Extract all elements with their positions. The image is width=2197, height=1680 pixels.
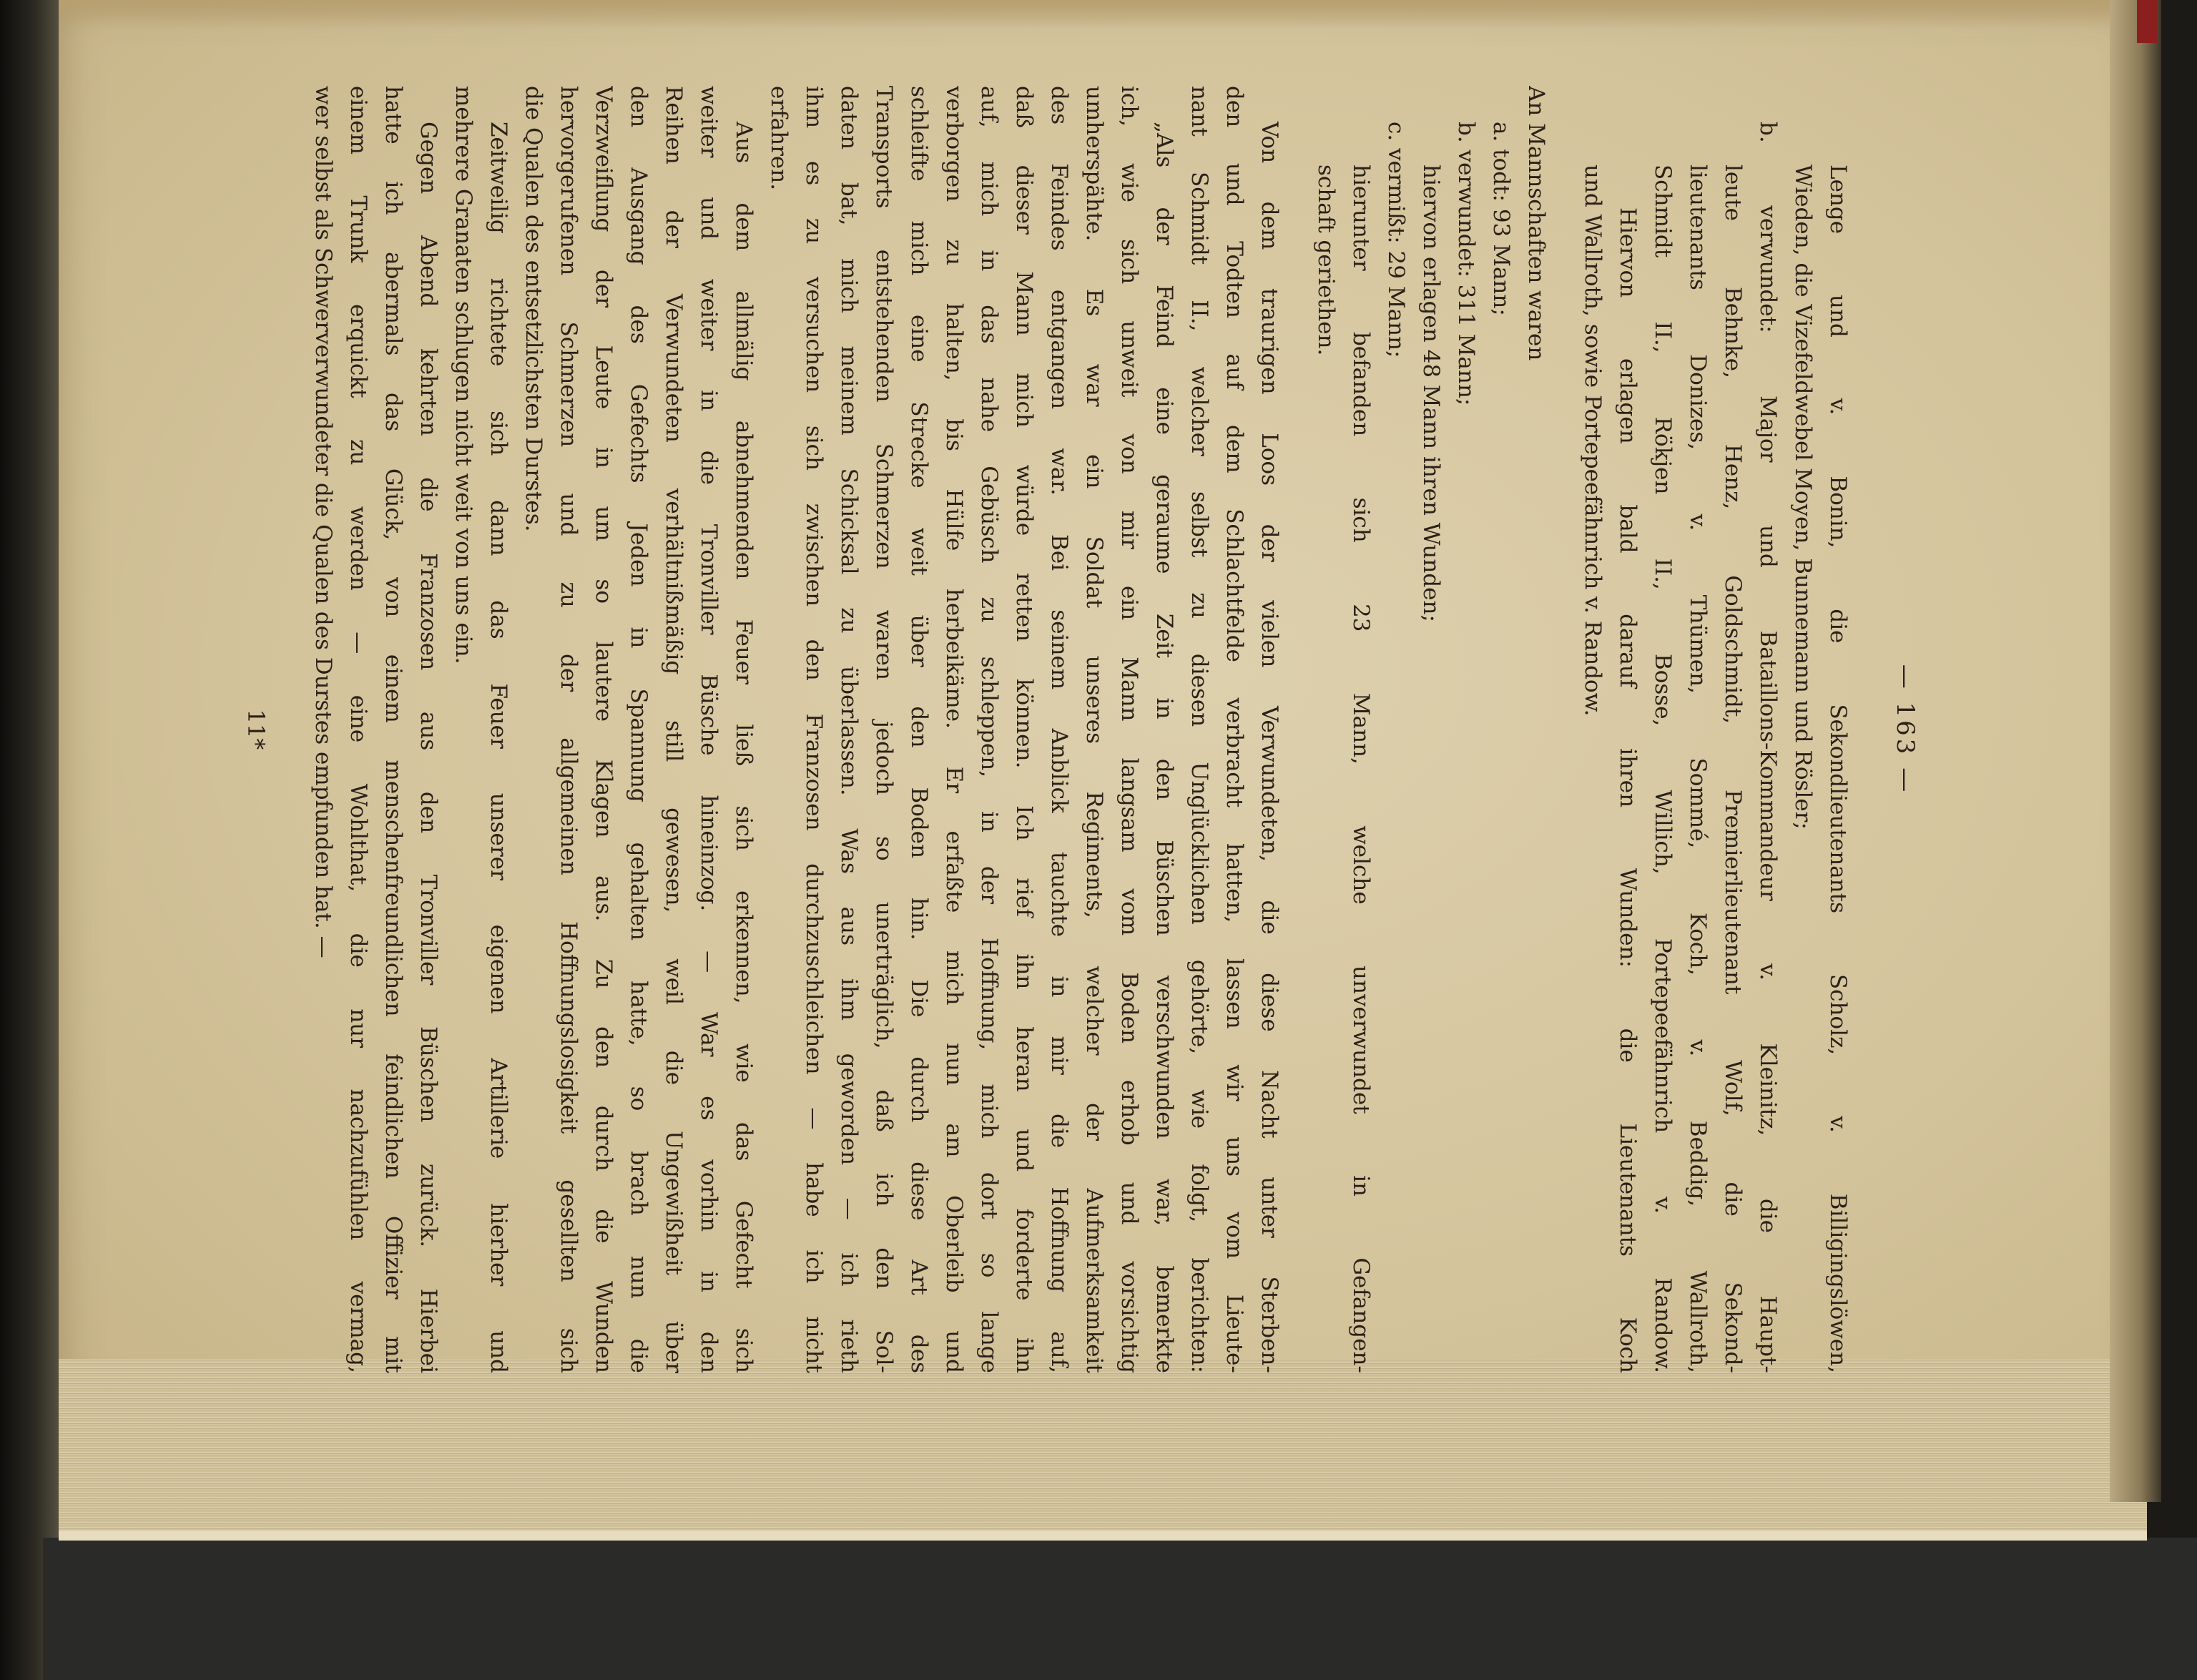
left-book-edge (0, 0, 59, 1680)
spine-bookmark (2137, 0, 2157, 43)
text-line: schleifte mich eine Strecke weit über den Boden hin. Die durch diese Art des (906, 86, 932, 1373)
page-stack-edge (59, 1359, 2147, 1538)
text-line: hierunter befanden sich 23 Mann, welche unverwundet in Gefangen- (1348, 164, 1374, 1373)
text-line: Hiervon erlagen bald darauf ihren Wunden: die Lieutenants Koch (1615, 207, 1641, 1373)
text-line: Wieden, die Vizefeldwebel Moyen, Bunnemann und Rösler; (1790, 164, 1816, 830)
text-line: den und Todten auf dem Schlachtfelde verbracht hatten, lassen wir uns vom Lieute- (1222, 86, 1247, 1373)
text-line: nant Schmidt II., welcher selbst zu diesen Unglücklichen gehörte, wie folgt, berichten: (1186, 86, 1212, 1373)
page-stack-highlight (59, 1531, 2147, 1541)
text-line: und Wallroth, sowie Portepeefähnrich v. Randow. (1580, 164, 1606, 717)
page-body (305, 86, 1855, 1373)
text-line: An Mannschaften waren (1523, 86, 1549, 361)
text-line: umherspähte. Es war ein Soldat unseres Regiments, welcher der Aufmerksamkeit (1081, 86, 1107, 1373)
text-line: verborgen zu halten, bis Hülfe herbeikäme. Er erfaßte mich nun am Oberleib und (941, 86, 967, 1373)
text-line: Verzweiflung der Leute in um so lautere Klagen aus. Zu den durch die Wunden (591, 86, 616, 1373)
text-line: des Feindes entgangen war. Bei seinem Anblick tauchte in mir die Hoffnung auf, (1046, 86, 1072, 1373)
text-line: daß dieser Mann mich würde retten können. Ich rief ihn heran und forderte ihn (1011, 86, 1037, 1373)
text-line: ich, wie sich unweit von mir ein Mann langsam vom Boden erhob und vorsichtig (1116, 86, 1142, 1373)
text-line: erfahren. (766, 86, 792, 191)
text-line: a. todt: 93 Mann; (1488, 122, 1514, 316)
text-line: Schmidt II., Rökjen II., Bosse, Willich, Portepeefähnrich v. Randow. (1650, 164, 1676, 1373)
text-line: lieutenants Donizes, v. Thümen, Sommé, Koch, v. Beddig, Wallroth, (1685, 164, 1711, 1373)
text-line: Von dem traurigen Loos der vielen Verwundeten, die diese Nacht unter Sterben- (1257, 122, 1282, 1373)
text-line: ihm es zu versuchen sich zwischen den Franzosen durchzuschleichen — habe ich nicht (801, 86, 827, 1373)
book-gutter (2110, 0, 2161, 1502)
page-text (242, 86, 1920, 1373)
text-line: weiter und weiter in die Tronviller Büsche hineinzog. — War es vorhin in den (696, 86, 722, 1373)
paragraph-gap (1553, 86, 1575, 1373)
text-line: leute Behnke, Henz, Goldschmidt, Premierlieutenant Wolf, die Sekond- (1720, 164, 1746, 1373)
text-line: mehrere Granaten schlugen nicht weit von uns ein. (451, 86, 476, 664)
text-line: hiervon erlagen 48 Mann ihren Wunden; (1418, 164, 1444, 622)
text-line: b. verwundet: 311 Mann; (1453, 122, 1479, 406)
text-line: wer selbst als Schwerverwundeter die Qualen des Durstes empfunden hat. — (310, 86, 336, 958)
text-line: Zeitweilig richtete sich dann das Feuer unserer eigenen Artillerie hierher und (486, 122, 511, 1373)
text-line: hatte ich abermals das Glück, von einem menschenfreundlichen feindlichen Offizier mit (380, 86, 406, 1373)
text-line: die Qualen des entsetzlichsten Durstes. (521, 86, 546, 532)
text-line: auf, mich in das nahe Gebüsch zu schleppen, in der Hoffnung, mich dort so lange (976, 86, 1002, 1373)
text-line: Aus dem allmälig abnehmenden Feuer ließ sich erkennen, wie das Gefecht sich (731, 122, 757, 1373)
book-cover (43, 1538, 2197, 1680)
text-line: Gegen Abend kehrten die Franzosen aus den Tronviller Büschen zurück. Hierbei (416, 122, 441, 1373)
text-line: Lenge und v. Bonin, die Sekondlieutenants Scholz, v. Billigingslöwen, (1825, 164, 1851, 1373)
text-line: c. vermißt: 29 Mann; (1383, 122, 1409, 358)
page-top-shade (59, 0, 2147, 29)
text-line: „Als der Feind eine geraume Zeit in den Büschen verschwunden war, bemerkte (1151, 122, 1177, 1373)
text-line: einem Trunk erquickt zu werden — eine Wohlthat, die nur nachzufühlen vermag, (345, 86, 371, 1373)
text-line: hervorgerufenen Schmerzen und zu der allgemeinen Hoffnungslosigkeit gesellten sich (556, 86, 581, 1373)
text-line: den Ausgang des Gefechts Jeden in Spannung gehalten hatte, so brach nun die (626, 86, 652, 1373)
text-line: schaft geriethen. (1313, 164, 1339, 356)
page-header: — 163 — (1891, 664, 1920, 795)
text-line: Reihen der Verwundeten verhältnißmäßig still gewesen, weil die Ungewißheit über (661, 86, 687, 1373)
text-line: Transports entstehenden Schmerzen waren jedoch so unerträglich, daß ich den Sol- (871, 86, 897, 1373)
text-line: daten bat, mich meinem Schicksal zu überlassen. Was aus ihm geworden — ich rieth (836, 86, 862, 1373)
paragraph-gap (1287, 86, 1308, 1373)
signature-mark: 11* (242, 709, 270, 750)
text-line: b. verwundet: Major und Bataillons-Kommandeur v. Kleinitz, die Haupt- (1755, 122, 1781, 1373)
